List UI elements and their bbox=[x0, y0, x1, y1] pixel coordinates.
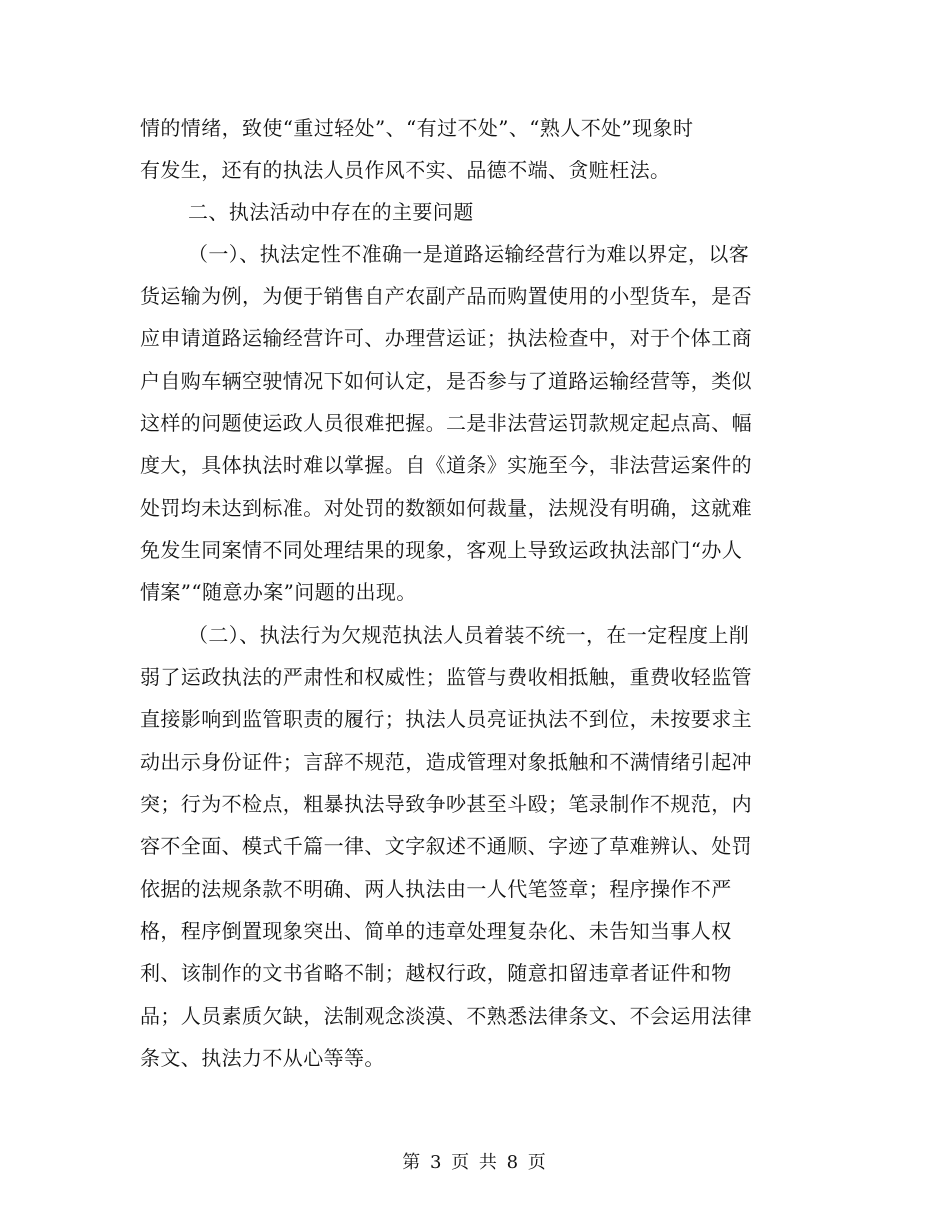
body-text-line: 货运输为例，为便于销售自产农副产品而购置使用的小型货车，是否 bbox=[140, 284, 752, 308]
body-text-line: 直接影响到监管职责的履行；执法人员亮证执法不到位，未按要求主 bbox=[140, 707, 752, 731]
body-text-line: 条文、执法力不从心等等。 bbox=[140, 1046, 385, 1070]
body-text-line: 处罚均未达到标准。对处罚的数额如何裁量，法规没有明确，这就难 bbox=[140, 496, 752, 520]
body-text-line: 突；行为不检点，粗暴执法导致争吵甚至斗殴；笔录制作不规范，内 bbox=[140, 792, 752, 816]
body-text-line: 情案”“随意办案”问题的出现。 bbox=[140, 580, 417, 604]
body-text-line: 利、该制作的文书省略不制；越权行政，随意扣留违章者证件和物 bbox=[140, 961, 732, 985]
body-text-line: 应申请道路运输经营许可、办理营运证；执法检查中，对于个体工商 bbox=[140, 326, 752, 350]
page-number-footer: 第 3 页 共 8 页 bbox=[402, 1152, 548, 1173]
body-text-line: 品；人员素质欠缺，法制观念淡漠、不熟悉法律条文、不会运用法律 bbox=[140, 1004, 752, 1028]
body-text-line: （一）、执法定性不准确一是道路运输经营行为难以界定，以客 bbox=[188, 242, 750, 266]
body-text-line: 度大，具体执法时难以掌握。自《道条》实施至今，非法营运案件的 bbox=[140, 453, 752, 477]
body-text-line: 户自购车辆空驶情况下如何认定，是否参与了道路运输经营等，类似 bbox=[140, 369, 752, 393]
body-text-line: 情的情绪，致使“重过轻处”、“有过不处”、“熟人不处”现象时 bbox=[140, 116, 694, 140]
body-text-line: 动出示身份证件；言辞不规范，造成管理对象抵触和不满情绪引起冲 bbox=[140, 750, 752, 774]
body-text-line: 格，程序倒置现象突出、简单的违章处理复杂化、未告知当事人权 bbox=[140, 919, 732, 943]
body-text-line: 有发生，还有的执法人员作风不实、品德不端、贪赃枉法。 bbox=[140, 158, 671, 182]
body-text-line: 免发生同案情不同处理结果的现象，客观上导致运政执法部门“办人 bbox=[140, 538, 743, 562]
body-text-line: （二）、执法行为欠规范执法人员着装不统一，在一定程度上削 bbox=[188, 623, 750, 647]
body-text-line: 弱了运政执法的严肃性和权威性；监管与费收相抵触，重费收轻监管 bbox=[140, 665, 752, 689]
section-heading: 二、执法活动中存在的主要问题 bbox=[188, 200, 474, 224]
body-text-line: 依据的法规条款不明确、两人执法由一人代笔签章；程序操作不严 bbox=[140, 877, 732, 901]
body-text-line: 这样的问题使运政人员很难把握。二是非法营运罚款规定起点高、幅 bbox=[140, 411, 752, 435]
body-text-line: 容不全面、模式千篇一律、文字叙述不通顺、字迹了草难辨认、处罚 bbox=[140, 834, 752, 858]
